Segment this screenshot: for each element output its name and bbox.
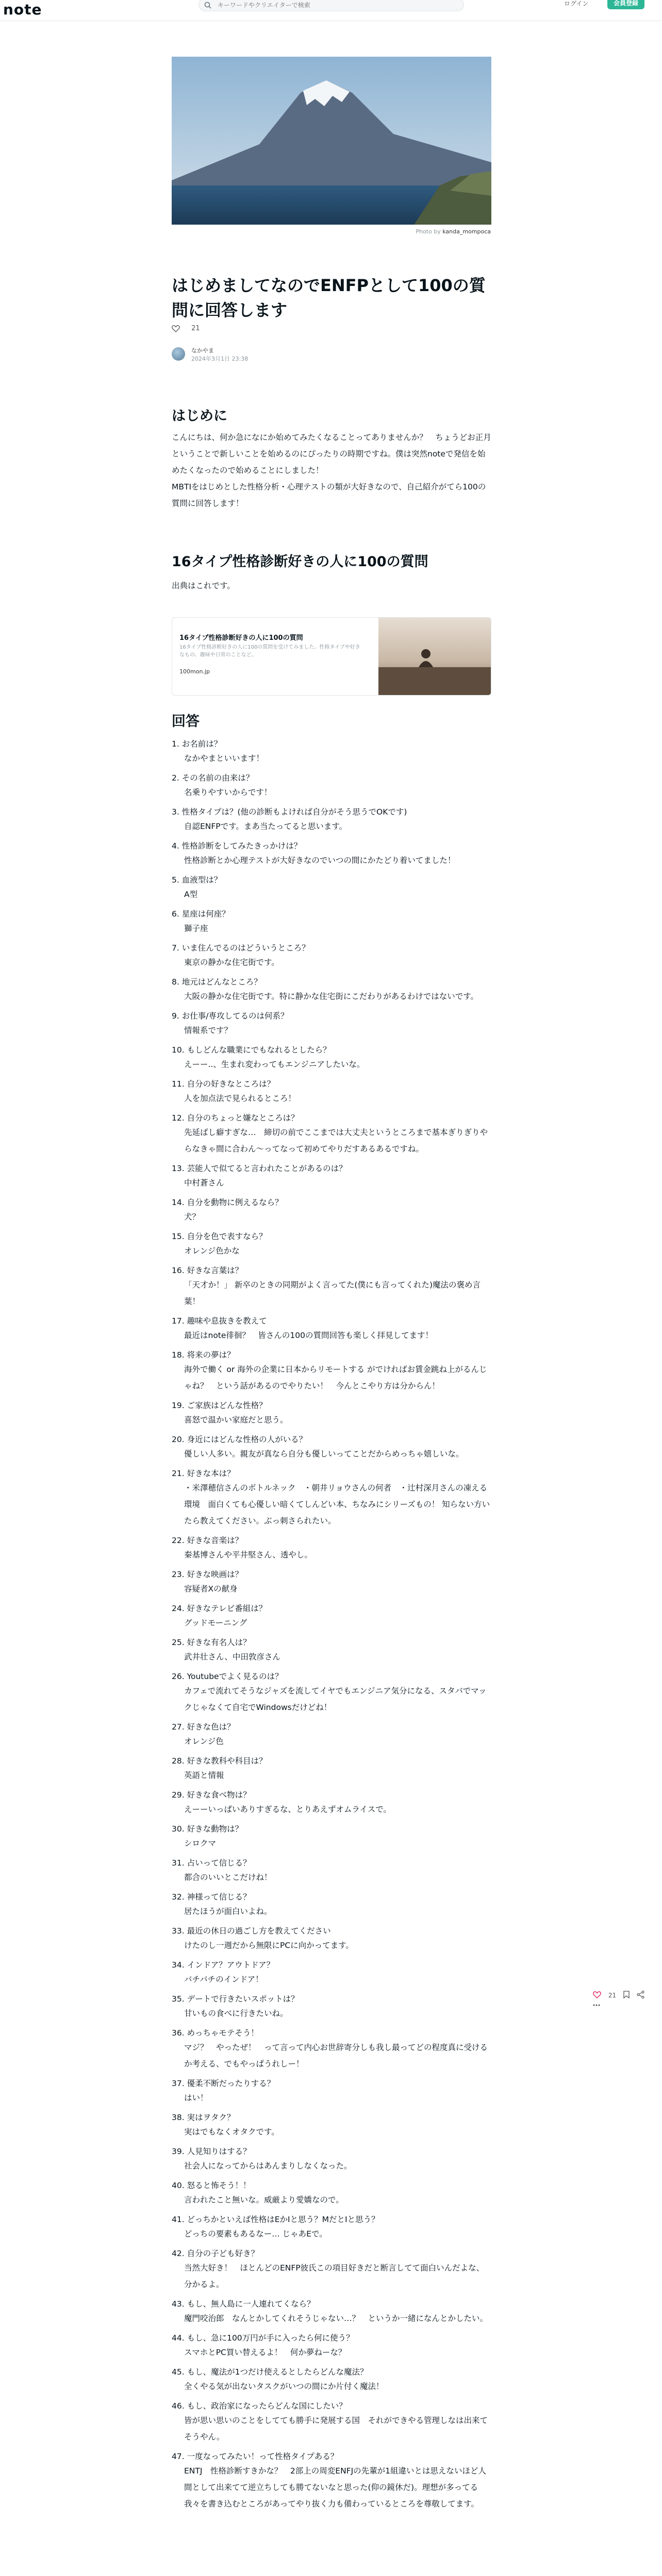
hero-image xyxy=(172,57,491,225)
qa-item xyxy=(172,1755,491,1784)
qa-item xyxy=(172,1721,491,1750)
question-text: 12. 自分のちょっと嫌なところは？ xyxy=(172,1113,299,1123)
answer-text: ・米澤穂信さんのボトルネック ・朝井リョウさんの何者 ・辻村深月さんの凍える環境 面白くても心優しい暗くてしんどい本、ちなみにシリーズもの！ 知らない方いたら教えてください。ぶっ刺さられたい。 xyxy=(184,1483,490,1526)
qa-item xyxy=(172,1433,491,1462)
answer-text: A型 xyxy=(184,890,198,899)
answer-text: 実はでもなくオタクです。 xyxy=(184,2127,279,2137)
answer-text: ENTJ 性格診断すきかな？ 2部上の周変ENFJの先輩が1組違いとは思えないほど人間として出来てて逆立ちしても勝てないなと思った(仰の鏡休だ)。理想が多ってる我々を書き込むところがあってやり抜く力も備わっているところを尊敬してます。 xyxy=(184,2466,487,2509)
question-text: 38. 実はヲタク？ xyxy=(172,2113,235,2122)
intro-paragraph: こんにちは、何か急になにか始めてみたくなることってありませんか？ ちょうどお正月ということで新しいことを始めるのにぴったりの時期ですね。僕は突然noteで発信を始めたくなったので始めることにしました！ xyxy=(172,433,491,475)
question-text: 23. 好きな映画は？ xyxy=(172,1570,243,1579)
answer-text: グッドモーニング xyxy=(184,1618,247,1628)
qa-item xyxy=(172,1959,491,1988)
qa-item xyxy=(172,2298,491,2327)
qa-item xyxy=(172,2450,491,2512)
answer-text: 自認ENFPです。まあ当たってると思います。 xyxy=(184,822,347,831)
qa-item xyxy=(172,1857,491,1886)
link-card-description: 16タイプ性格診断好きの人に100の質問を受けてみました。性格タイプや好きなもの、趣味や日常のことなど。 xyxy=(179,645,360,658)
answer-text: えーーいっぱいありすぎるな、とりあえずオムライスで。 xyxy=(184,1805,391,1814)
answer-text: 皆が思い思いのことをしてても勝手に発展する国 それができやる管理しなは出来てそうやん。 xyxy=(184,2416,488,2442)
qa-item xyxy=(172,1467,491,1529)
question-text: 20. 身近にはどんな性格の人がいる？ xyxy=(172,1435,307,1444)
qa-item xyxy=(172,976,491,1005)
question-text: 30. 好きな動物は？ xyxy=(172,1824,243,1834)
qa-item xyxy=(172,2247,491,2293)
site-header xyxy=(0,0,662,21)
search-icon xyxy=(204,1,211,11)
answer-text: どっちの要素もあるなー… じゃあEで。 xyxy=(184,2229,327,2239)
qa-item xyxy=(172,2077,491,2106)
answer-text: 甘いもの食べに行きたいね。 xyxy=(184,2009,288,2018)
link-card[interactable] xyxy=(172,617,491,696)
question-text: 16. 好きな言葉は？ xyxy=(172,1266,243,1275)
answer-text: 英語と情報 xyxy=(184,1771,224,1780)
answer-text: けたのし一週だから無限にPCに向かってます。 xyxy=(184,1941,354,1950)
qa-item xyxy=(172,942,491,971)
qa-item xyxy=(172,1264,491,1310)
answer-text: オレンジ色かな xyxy=(184,1246,240,1256)
answer-text: 最近はnote徘徊？ 皆さんの100の質問回答も楽しく拝見してます！ xyxy=(184,1331,434,1340)
question-text: 7. いま住んでるのはどういうところ？ xyxy=(172,943,310,953)
login-link[interactable]: ログイン xyxy=(564,0,589,7)
search-box[interactable] xyxy=(198,0,464,11)
answer-text: 社会人になってからはあんまりしなくなった。 xyxy=(184,2161,352,2171)
question-text: 47. 一度なってみたい！って性格タイプある？ xyxy=(172,2452,339,2461)
question-text: 18. 将来の夢は？ xyxy=(172,1350,235,1360)
question-text: 39. 人見知りはする？ xyxy=(172,2147,251,2156)
answer-text: カフェで流れてそうなジャズを流してイヤでもエンジニア気分になる、スタバでマックじゃなくて自宅でWindowsだけどね！ xyxy=(184,1686,487,1712)
question-text: 21. 好きな本は？ xyxy=(172,1469,235,1478)
question-text: 27. 好きな色は？ xyxy=(172,1722,235,1732)
question-text: 2. その名前の由来は？ xyxy=(172,773,254,783)
photo-credit-prefix: Photo by xyxy=(416,228,441,235)
qa-item xyxy=(172,1162,491,1191)
qa-list xyxy=(172,738,491,2517)
answer-text: 優しい人多い。親友が真なら自分も優しいってことだからめっちゃ嬉しいな。 xyxy=(184,1449,464,1459)
answer-text: 当然大好き！ ほとんどのENFP彼氏この項目好きだと断言してて面白いんだよな、分かるよ。 xyxy=(184,2263,485,2289)
qa-item xyxy=(172,1568,491,1597)
intro-heading: はじめに xyxy=(172,408,227,424)
answer-text: 全くやる気が出ないタスクがいつの間にか片付く魔法！ xyxy=(184,2382,384,2391)
answer-text: えーー..、生まれ変わってもエンジニアしたいな。 xyxy=(184,1060,365,1069)
heart-icon[interactable] xyxy=(593,1991,601,2000)
search-input[interactable] xyxy=(217,0,456,10)
answer-text: 名乗りやすいからです！ xyxy=(184,788,272,797)
like-count: 21 xyxy=(191,325,200,332)
question-text: 43. もし、無人島に一人連れてくなら？ xyxy=(172,2299,315,2309)
question-text: 6. 星座は何座？ xyxy=(172,909,230,919)
qa-item xyxy=(172,1602,491,1631)
qa-item xyxy=(172,1044,491,1073)
qa-item xyxy=(172,1399,491,1428)
like-section xyxy=(172,325,200,332)
answer-text: 容疑者Xの献身 xyxy=(184,1584,238,1594)
qa-item xyxy=(172,1993,491,2022)
question-text: 10. もしどんな職業にでもなれるとしたら？ xyxy=(172,1045,331,1055)
question-text: 8. 地元はどんなところ？ xyxy=(172,977,262,987)
qa-item xyxy=(172,1823,491,1852)
answer-text: 言われたこと無いな。威厳より愛嬌なので。 xyxy=(184,2195,344,2205)
qa-item xyxy=(172,1112,491,1157)
heart-icon[interactable] xyxy=(172,325,180,332)
answer-text: スマホとPC買い替えるよ！ 何か夢ねーな？ xyxy=(184,2348,346,2357)
qa-item xyxy=(172,2027,491,2072)
avatar[interactable] xyxy=(172,347,185,361)
qa-item xyxy=(172,2213,491,2242)
link-card-domain: 100mon.jp xyxy=(179,668,210,675)
question-text: 32. 神様って信じる？ xyxy=(172,1892,251,1902)
question-text: 26. Youtubeでよく見るのは？ xyxy=(172,1672,283,1681)
photo-credit xyxy=(361,228,491,235)
answer-text: 「天才か！」 新卒のときの同期がよく言ってた(僕にも言ってくれた)魔法の褒め言葉！ xyxy=(184,1280,481,1306)
question-text: 14. 自分を動物に例えるなら？ xyxy=(172,1198,283,1207)
answers-heading: 回答 xyxy=(172,714,200,730)
question-text: 11. 自分の好きなところは？ xyxy=(172,1079,275,1089)
floating-actions xyxy=(593,1991,662,2008)
qa-item xyxy=(172,1670,491,1716)
question-text: 9. お仕事/専攻してるのは何系？ xyxy=(172,1011,289,1021)
qa-item xyxy=(172,2400,491,2445)
question-text: 42. 自分の子ども好き？ xyxy=(172,2249,259,2258)
source-heading: 16タイプ性格診断好きの人に100の質問 xyxy=(172,554,428,570)
answer-text: 武井壮さん、中田敦彦さん xyxy=(184,1652,280,1662)
qa-item xyxy=(172,806,491,835)
question-text: 35. デートで行きたいスポットは？ xyxy=(172,1994,299,2004)
answer-text: マジ？ やったぜ！ って言って内心お世辞寄分しも我し最ってどの程度真に受けるか考える、でもやっぱうれしー！ xyxy=(184,2043,488,2069)
answer-text: なかやまといいます！ xyxy=(184,754,264,763)
qa-item xyxy=(172,772,491,801)
answer-text: 犬？ xyxy=(184,1212,201,1222)
note-logo[interactable]: note xyxy=(3,1,42,18)
answer-text: 都合のいいとこだけね！ xyxy=(184,1873,272,1882)
question-text: 22. 好きな音楽は？ xyxy=(172,1536,243,1545)
question-text: 34. インドア？アウトドア？ xyxy=(172,1960,275,1970)
link-card-title: 16タイプ性格診断好きの人に100の質問 xyxy=(179,634,303,642)
question-text: 1. お名前は？ xyxy=(172,739,222,749)
answer-text: シロクマ xyxy=(184,1839,217,1848)
qa-item xyxy=(172,1534,491,1563)
intro-paragraph: MBTIをはじめとした性格分析・心理テストの類が大好きなので、自己紹介がてら100の質問に回答します！ xyxy=(172,482,486,508)
question-text: 36. めっちゃモテそう！ xyxy=(172,2028,259,2038)
post-date: 2024年3月1日 23:38 xyxy=(191,355,249,362)
floating-like-count: 21 xyxy=(608,1992,617,1999)
qa-item xyxy=(172,2332,491,2361)
qa-item xyxy=(172,1636,491,1665)
signup-button[interactable]: 会員登録 xyxy=(607,0,644,9)
question-text: 25. 好きな有名人は？ xyxy=(172,1638,251,1647)
question-text: 19. ご家族はどんな性格？ xyxy=(172,1401,267,1410)
qa-item xyxy=(172,874,491,903)
answer-text: 海外で働く or 海外の企業に日本からリモートする がでければお賃金跳ね上がるんじゃね？ という話があるのでやりたい！ 今んとこやり方は分からん！ xyxy=(184,1365,487,1391)
answer-text: バチバチのインドア！ xyxy=(184,1975,263,1984)
answer-text: 居たほうが面白いよね。 xyxy=(184,1907,272,1916)
author-name[interactable]: なかやま xyxy=(191,347,214,354)
answer-text: 喜怒で温かい家庭だと思う。 xyxy=(184,1415,288,1425)
answer-text: 秦基博さんや平井堅さん、透やし。 xyxy=(184,1550,312,1560)
question-text: 3. 性格タイプは？(他の診断もよければ自分がそう思うでOKです) xyxy=(172,807,407,817)
qa-item xyxy=(172,738,491,767)
answer-text: 中村蒼さん xyxy=(184,1178,224,1188)
question-text: 46. もし、政治家になったらどんな国にしたい？ xyxy=(172,2401,347,2411)
answer-text: 東京の静かな住宅街です。 xyxy=(184,958,279,967)
article-title: はじめましてなのでENFPとして100の質問に回答します xyxy=(172,276,486,320)
question-text: 15. 自分を色で表すなら？ xyxy=(172,1232,267,1241)
question-text: 4. 性格診断をしてみたきっかけは？ xyxy=(172,841,302,851)
qa-item xyxy=(172,1789,491,1818)
qa-item xyxy=(172,1230,491,1259)
qa-item xyxy=(172,2179,491,2208)
qa-item xyxy=(172,1925,491,1954)
qa-item xyxy=(172,908,491,937)
question-text: 44. もし、急に100万円が手に入ったら何に使う？ xyxy=(172,2333,354,2343)
qa-item xyxy=(172,1891,491,1920)
qa-item xyxy=(172,2145,491,2174)
question-text: 31. 占いって信じる？ xyxy=(172,1858,251,1868)
answer-text: 先延ばし癖すぎな… 締切の前でここまでは大丈夫というところまで基本ぎりぎりやらなきゃ間に合わん〜ってなって初めてやりだすあるあるですね。 xyxy=(184,1128,488,1154)
answer-text: オレンジ色 xyxy=(184,1737,224,1746)
qa-item xyxy=(172,1010,491,1039)
qa-item xyxy=(172,2366,491,2395)
qa-item xyxy=(172,1196,491,1225)
more-options-icon[interactable] xyxy=(593,2001,600,2008)
intro-body xyxy=(172,429,491,512)
answer-text: 魔門咬治郎 なんとかしてくれそうじゃない…？ というか一緒になんとかしたい。 xyxy=(184,2314,488,2323)
question-text: 37. 優柔不断だったりする？ xyxy=(172,2079,275,2088)
question-text: 45. もし、魔法が1つだけ使えるとしたらどんな魔法？ xyxy=(172,2367,368,2377)
qa-item xyxy=(172,1349,491,1394)
link-card-thumbnail xyxy=(378,618,491,696)
question-text: 40. 怒ると怖そう！！ xyxy=(172,2181,251,2190)
qa-item xyxy=(172,2111,491,2140)
answer-text: はい！ xyxy=(184,2093,208,2103)
answer-text: 獅子座 xyxy=(184,924,208,933)
answer-text: 人を加点法で見られるところ！ xyxy=(184,1094,296,1103)
question-text: 28. 好きな教科や科目は？ xyxy=(172,1756,267,1766)
question-text: 24. 好きなテレビ番組は？ xyxy=(172,1604,267,1613)
question-text: 13. 芸能人で似てると言われたことがあるのは？ xyxy=(172,1164,347,1173)
answer-text: 大阪の静かな住宅街です。特に静かな住宅街にこだわりがあるわけではないです。 xyxy=(184,992,479,1001)
answer-text: 情報系です？ xyxy=(184,1026,233,1035)
qa-item xyxy=(172,840,491,869)
share-icon[interactable] xyxy=(637,1991,644,2000)
question-text: 33. 最近の休日の過ごし方を教えてください xyxy=(172,1926,331,1936)
qa-item xyxy=(172,1315,491,1344)
answer-text: 性格診断とか心理テストが大好きなのでいつの間にかたどり着いてました！ xyxy=(184,856,456,865)
question-text: 17. 趣味や息抜きを教えて xyxy=(172,1316,267,1326)
question-text: 5. 血液型は？ xyxy=(172,875,222,885)
photo-credit-author[interactable]: kanda_mompoca xyxy=(442,228,491,235)
bookmark-icon[interactable] xyxy=(623,1991,630,2000)
qa-item xyxy=(172,1078,491,1107)
question-text: 29. 好きな食べ物は？ xyxy=(172,1790,251,1800)
question-text: 41. どっちかといえば性格はEかIと思う？MだとIと思う？ xyxy=(172,2215,379,2224)
source-text: 出典はこれです。 xyxy=(172,581,235,590)
